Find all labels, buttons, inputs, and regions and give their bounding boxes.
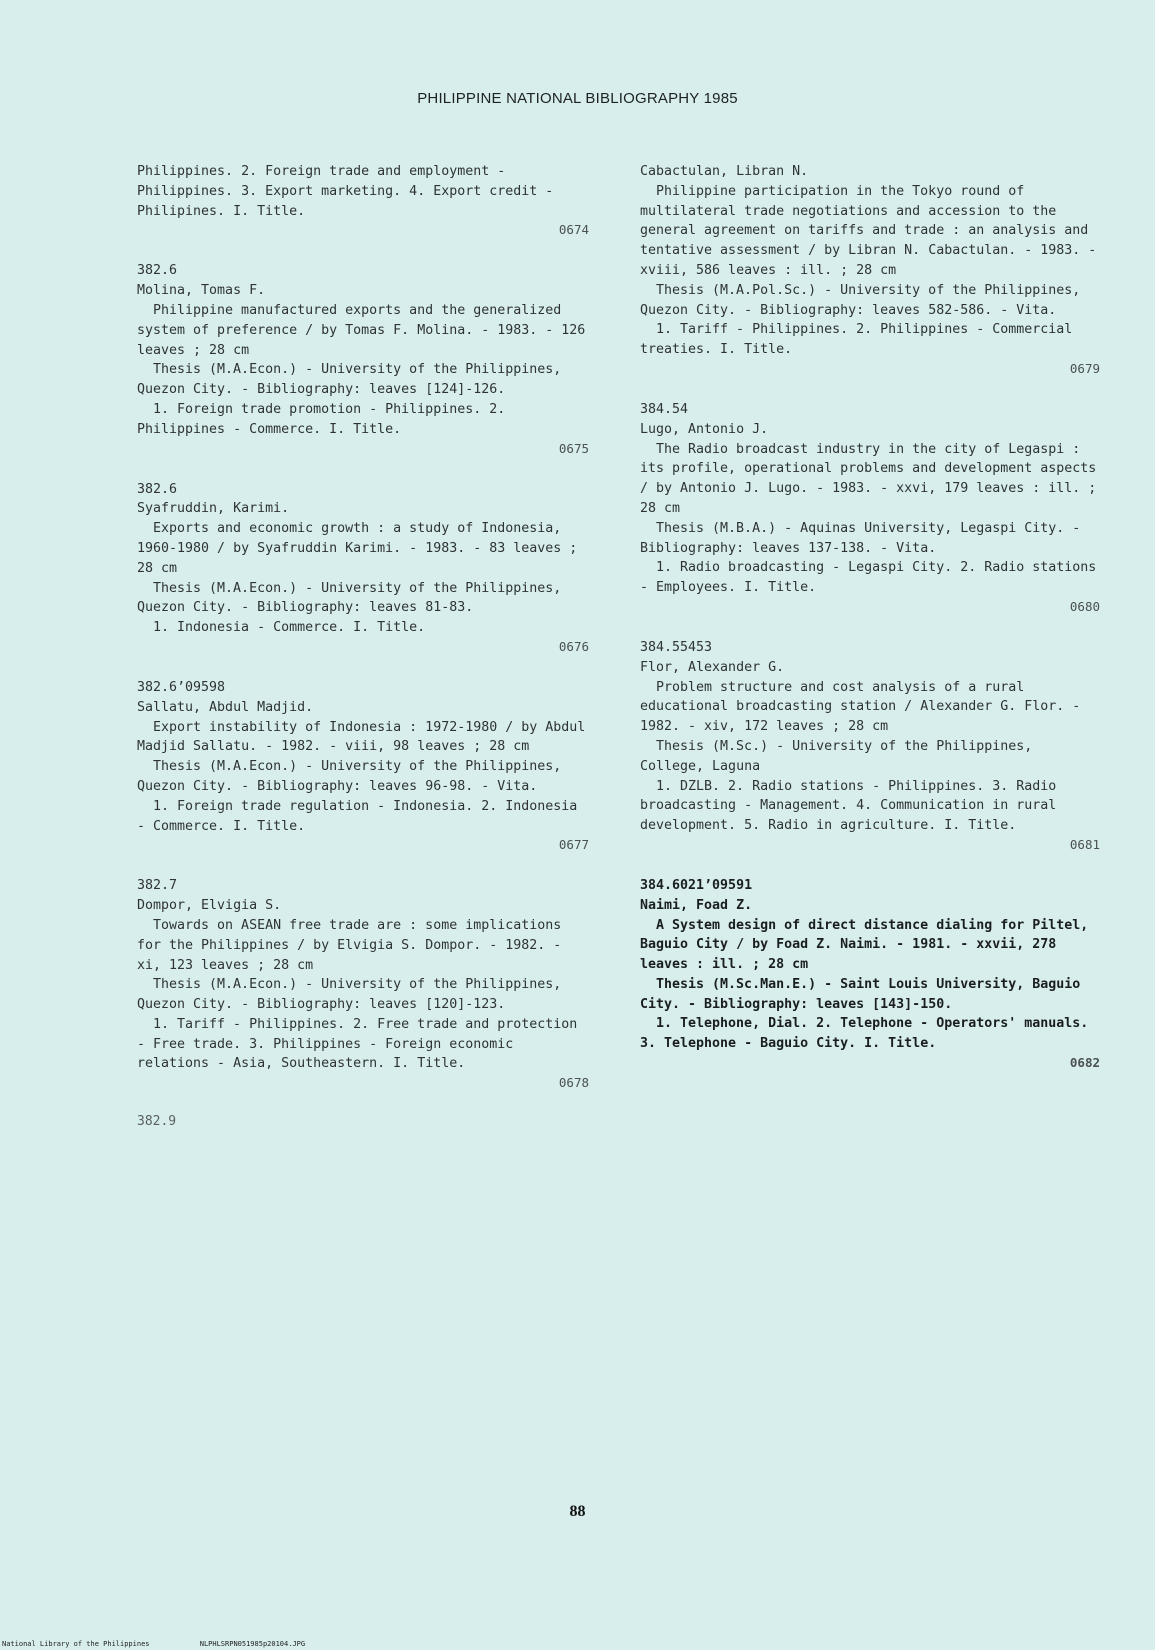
- entry-note: Thesis (M.Sc.) - University of the Philippines, College, Laguna: [640, 738, 1033, 774]
- class-number: 382.6: [137, 481, 178, 497]
- entry-note: Thesis (M.A.Pol.Sc.) - University of the Philippines, Quezon City. - Bibliography: leaves 582-586. - Vita.: [640, 282, 1081, 318]
- entry-number: 0679: [1069, 360, 1100, 376]
- entry-number: 0682: [1069, 1055, 1100, 1071]
- entry-author: Dompor, Elvigia S.: [137, 898, 282, 914]
- entry-author: Molina, Tomas F.: [137, 283, 266, 299]
- entry-title: Philippines. 2. Foreign trade and employment - Philippines. 3. Export marketing. 4. Export credit - Philipines. I. Title.: [137, 164, 554, 219]
- bib-entry: [137, 162, 589, 239]
- continued-class-number: 382.9: [137, 1114, 177, 1130]
- entry-title: Export instability of Indonesia : 1972-1980 / by Abdul Madjid Sallatu. - 1982. - viii, 98 leaves ; 28 cm: [137, 719, 586, 755]
- class-number: 382.6: [137, 263, 178, 279]
- entry-author: Cabactulan, Libran N.: [640, 164, 809, 179]
- entry-number: 0677: [558, 837, 589, 853]
- entry-title: Philippine manufactured exports and the generalized system of preference / by Tomas F. Molina. - 1983. - 126 leaves ; 28 cm: [137, 302, 586, 358]
- class-number: 382.7: [137, 878, 178, 894]
- entry-note: Thesis (M.Sc.Man.E.) - Saint Louis University, Baguio City. - Bibliography: leaves [143]-150.: [640, 976, 1081, 1012]
- scan-footer: [2, 1640, 351, 1648]
- entry-number: 0678: [558, 1075, 589, 1091]
- entry-title: Problem structure and cost analysis of a rural educational broadcasting station / Alexander G. Flor. - 1982. - xiv, 172 leaves ; 28 cm: [640, 679, 1081, 735]
- entry-title: Philippine participation in the Tokyo round of multilateral trade negotiations and accession to the general agreement on tariffs and trade : an analysis and tentative assessment / by Libran N. Cabactulan. - 1983. - xviii, 586 leaves : ill. ; 28 cm: [640, 183, 1097, 278]
- entry-note: 1. Telephone, Dial. 2. Telephone - Operators' manuals. 3. Telephone - Baguio City. I. Title.: [640, 1016, 1089, 1052]
- entry-author: Sallatu, Abdul Madjid.: [137, 699, 314, 715]
- bib-entry: [137, 480, 589, 656]
- entry-title: The Radio broadcast industry in the city of Legaspi : its profile, operational problems and development aspects / by Antonio J. Lugo. - 1983. - xxvi, 179 leaves : ill. ; 28 cm: [640, 441, 1097, 516]
- page-header: PHILIPPINE NATIONAL BIBLIOGRAPHY 1985: [417, 90, 738, 107]
- entry-note: Thesis (M.A.Econ.) - University of the Philippines, Quezon City. - Bibliography: leaves [120]-123.: [137, 977, 562, 1013]
- entry-number: 0680: [1069, 598, 1100, 614]
- bib-entry: [640, 638, 1100, 854]
- bib-entry: [137, 261, 589, 457]
- entry-note: 1. Foreign trade regulation - Indonesia. 2. Indonesia - Commerce. I. Title.: [137, 798, 578, 834]
- entry-note: 1. Tariff - Philippines. 2. Free trade and protection - Free trade. 3. Philippines - Foreign economic relations - Asia, Southeastern. I. Title.: [137, 1016, 578, 1072]
- bib-entry: [137, 678, 589, 854]
- entry-author: Naimi, Foad Z.: [640, 897, 753, 913]
- entry-number: 0681: [1069, 836, 1100, 852]
- class-number: 384.54: [640, 401, 689, 417]
- bib-entry: [640, 162, 1100, 378]
- entry-note: 1. Indonesia - Commerce. I. Title.: [153, 620, 426, 636]
- entry-title: A System design of direct distance dialing for Piltel, Baguio City / by Foad Z. Naimi. - 1981. - xxvii, 278 leaves : ill. ; 28 cm: [640, 917, 1089, 973]
- entry-note: 1. Tariff - Philippines. 2. Philippines - Commercial treaties. I. Title.: [640, 322, 1073, 358]
- entry-title: Exports and economic growth : a study of Indonesia, 1960-1980 / by Syafruddin Karimi. - 1983. - 83 leaves ; 28 cm: [137, 521, 578, 576]
- entry-number: 0676: [558, 638, 589, 654]
- entry-number: 0674: [558, 222, 589, 238]
- entry-note: 1. Radio broadcasting - Legaspi City. 2. Radio stations - Employees. I. Title.: [640, 560, 1097, 596]
- bib-entry: [137, 876, 589, 1092]
- entry-note: Thesis (M.A.Econ.) - University of the Philippines, Quezon City. - Bibliography: leaves [124]-126.: [137, 362, 562, 398]
- entry-note: Thesis (M.A.Econ.) - University of the Philippines, Quezon City. - Bibliography: leaves 81-83.: [137, 580, 562, 616]
- entry-note: Thesis (M.A.Econ.) - University of the Philippines, Quezon City. - Bibliography: leaves 96-98. - Vita.: [137, 759, 562, 794]
- class-number: 382.6’09598: [137, 679, 226, 695]
- right-column: [640, 162, 1100, 1072]
- entry-author: Lugo, Antonio J.: [640, 421, 769, 437]
- page-number: 88: [569, 1503, 586, 1520]
- entry-title: Towards on ASEAN free trade are : some implications for the Philippines / by Elvigia S. Dompor. - 1982. - xi, 123 leaves ; 28 cm: [137, 917, 562, 973]
- entry-note: 1. Foreign trade promotion - Philippines. 2. Philippines - Commerce. I. Title.: [137, 401, 506, 437]
- bib-entry: [640, 876, 1100, 1072]
- bib-entry: [640, 400, 1100, 616]
- class-number: 384.55453: [640, 639, 713, 655]
- entry-author: Flor, Alexander G.: [640, 659, 785, 675]
- class-number: 384.6021’09591: [640, 877, 753, 893]
- footer-file: NLPHLSRPN051985p20104.JPG: [199, 1640, 306, 1648]
- entry-note: Thesis (M.B.A.) - Aquinas University, Legaspi City. - Bibliography: leaves 137-138. - Vita.: [640, 520, 1081, 556]
- entry-note: 1. DZLB. 2. Radio stations - Philippines. 3. Radio broadcasting - Management. 4. Communication in rural development. 5. Radio in agriculture. I. Title.: [640, 778, 1057, 834]
- entry-author: Syafruddin, Karimi.: [137, 501, 290, 517]
- left-column: [137, 162, 589, 1142]
- entry-number: 0675: [558, 440, 589, 456]
- footer-library: National Library of the Philippines: [2, 1640, 150, 1648]
